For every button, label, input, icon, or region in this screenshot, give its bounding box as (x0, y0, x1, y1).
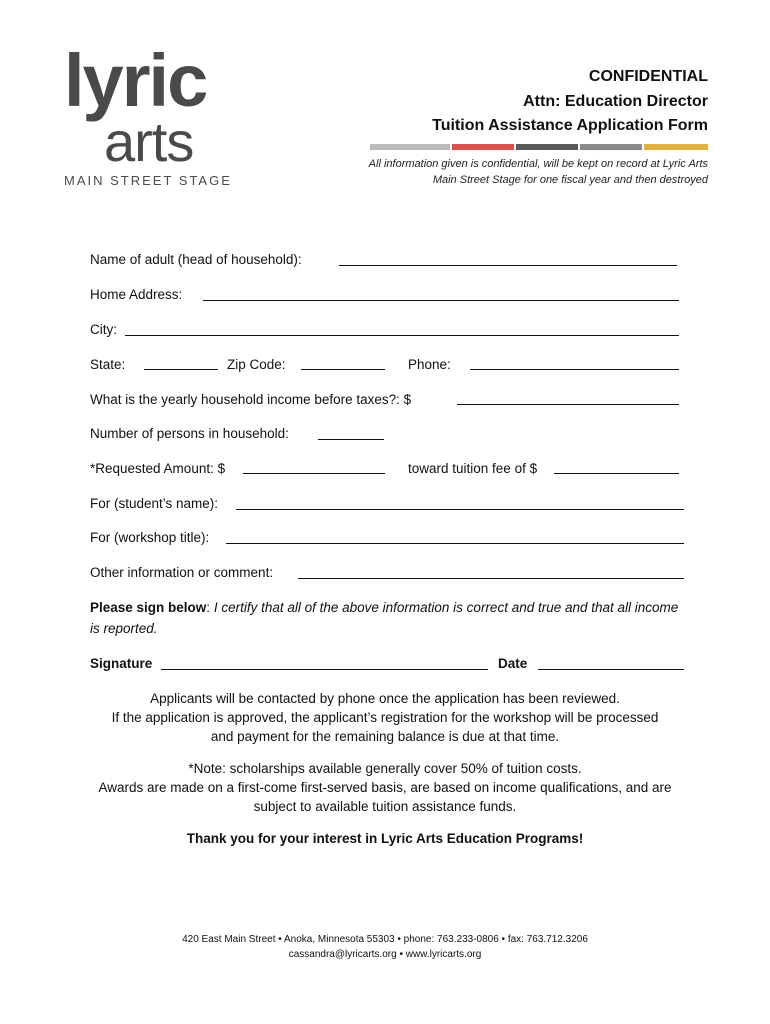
signature-label: Signature (90, 656, 153, 671)
date-field[interactable] (538, 669, 684, 670)
confidentiality-note: All information given is confidential, will be kept on record at Lyric Arts Main Street Stage for one fiscal year and then destroyed (368, 158, 708, 186)
review-info-line: and payment for the remaining balance is due at that time. (210, 729, 560, 744)
review-info-line: If the application is approved, the applicant’s registration for the workshop will be processed (111, 710, 659, 725)
student-name-label: For (student’s name): (90, 496, 219, 511)
stripe-segment-red (452, 144, 514, 150)
requested-amount-label: *Requested Amount: $ (90, 461, 226, 476)
zip-field[interactable] (301, 369, 385, 370)
certify-text: I certify that all of the above information is correct and true and that all income is reported. (90, 600, 679, 636)
workshop-title-label: For (workshop title): (90, 530, 210, 545)
stripe-segment-gold (644, 144, 708, 150)
footer-address: 420 East Main Street • Anoka, Minnesota 55303 • phone: 763.233-0806 • fax: 763.712.3206 (182, 934, 588, 945)
footer-contact: cassandra@lyricarts.org • www.lyricarts.org (288, 949, 482, 960)
name-field[interactable] (339, 265, 677, 266)
review-info (60, 689, 710, 746)
address-label: Home Address: (90, 287, 183, 302)
city-label: City: (90, 322, 117, 337)
scholarship-note-line: *Note: scholarships available generally cover 50% of tuition costs. (188, 761, 582, 776)
tuition-fee-field[interactable] (554, 473, 679, 474)
phone-field[interactable] (470, 369, 679, 370)
scholarship-note-line: Awards are made on a first-come first-served basis, are based on income qualifications, and are (98, 780, 672, 795)
thank-you-message: Thank you for your interest in Lyric Arts Education Programs! (186, 831, 584, 846)
form-title: Tuition Assistance Application Form (432, 117, 708, 134)
tuition-fee-label: toward tuition fee of $ (408, 461, 538, 476)
signature-field[interactable] (161, 669, 488, 670)
other-info-field[interactable] (298, 578, 684, 579)
stripe-segment-lead (370, 144, 450, 150)
income-field[interactable] (457, 404, 679, 405)
logo-word-arts: arts (104, 110, 194, 173)
income-label: What is the yearly household income before taxes?: $ (90, 392, 412, 407)
date-label: Date (498, 656, 528, 671)
attn-heading: Attn: Education Director (523, 93, 708, 110)
persons-field[interactable] (318, 439, 384, 440)
scholarship-note (60, 759, 710, 816)
certify-statement (90, 597, 680, 639)
scholarship-note-line: subject to available tuition assistance funds. (253, 799, 517, 814)
stripe-segment-gray (580, 144, 642, 150)
name-label: Name of adult (head of household): (90, 252, 302, 267)
state-field[interactable] (144, 369, 218, 370)
sign-lead: Please sign below (90, 600, 207, 615)
phone-label: Phone: (408, 357, 451, 372)
persons-label: Number of persons in household: (90, 426, 289, 441)
review-info-line: Applicants will be contacted by phone once the application has been reviewed. (150, 691, 620, 706)
other-info-label: Other information or comment: (90, 565, 274, 580)
sign-colon: : (206, 600, 214, 615)
city-field[interactable] (125, 335, 679, 336)
state-label: State: (90, 357, 126, 372)
zip-label: Zip Code: (227, 357, 286, 372)
confidential-heading: CONFIDENTIAL (588, 68, 708, 85)
logo-tagline: MAIN STREET STAGE (64, 173, 232, 188)
workshop-title-field[interactable] (226, 543, 684, 544)
logo-word-lyric: lyric (64, 39, 207, 122)
address-field[interactable] (203, 300, 679, 301)
requested-amount-field[interactable] (243, 473, 385, 474)
footer (60, 932, 710, 962)
stripe-segment-dark (516, 144, 578, 150)
student-name-field[interactable] (236, 509, 684, 510)
